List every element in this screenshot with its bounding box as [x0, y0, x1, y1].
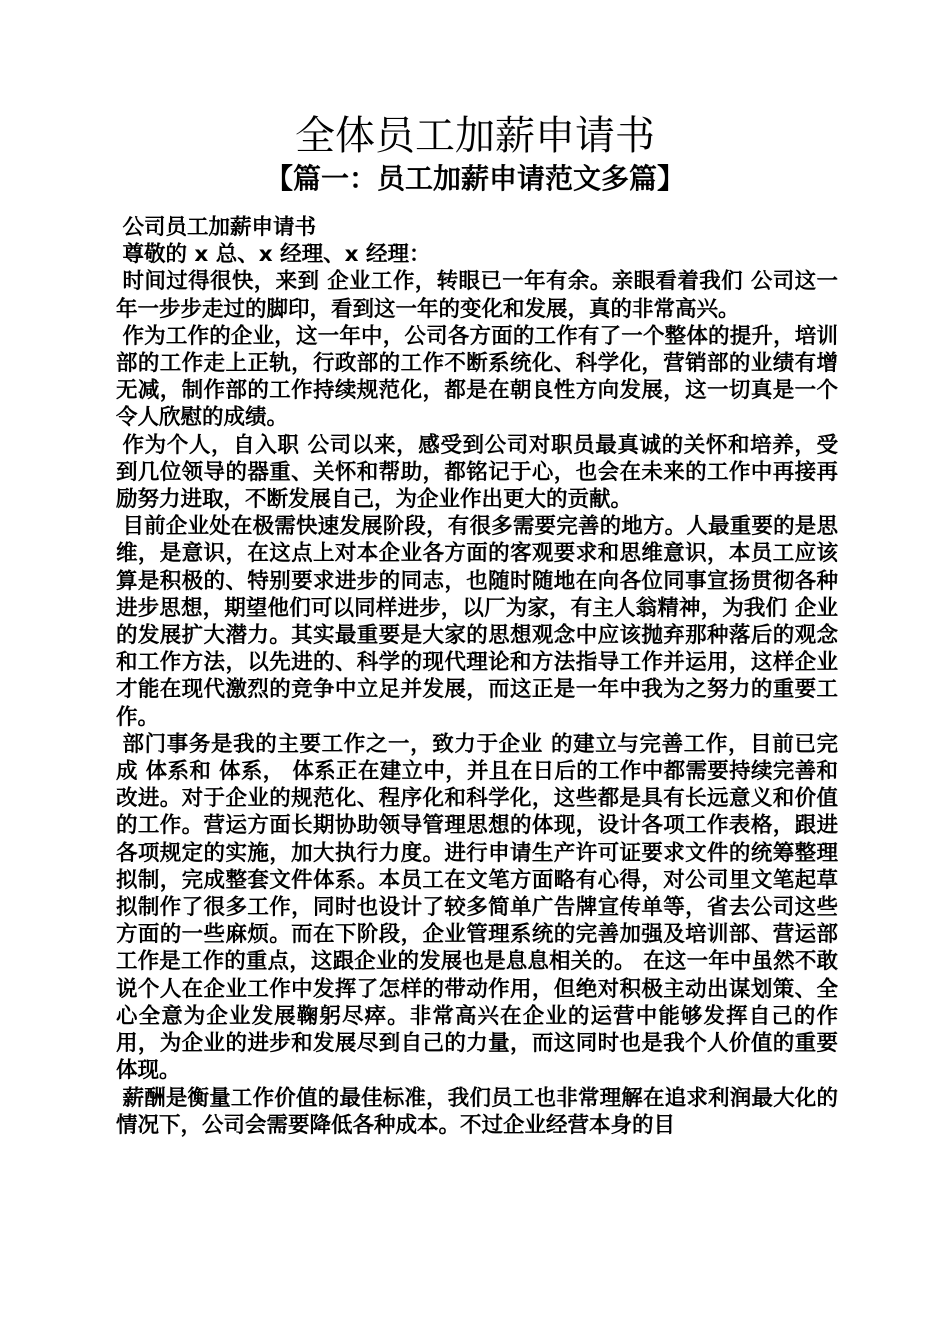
paragraph: 目前企业处在极需快速发展阶段，有很多需要完善的地方。人最重要的是思维，是意识，在这点上对本企业各方面的客观要求和思维意识，本员工应该算是积极的、特别要求进步的同志，也随时随地在向各位同事宣扬贯彻各种进步思想，期望他们可以同样进步，以厂为家，有主人翁精神，为我们 企业的发展扩大潜力。其实最重要是大家的思想观念中应该抛弃那种落后的观念和工作方法，以先进的、科学的现代理论和方法指导工作并运用，这样企业才能在现代激烈的竞争中立足并发展，而这正是一年中我为之努力的重要工作。 — [116, 514, 838, 730]
document-title: 全体员工加薪申请书 — [295, 113, 655, 159]
paragraph: 部门事务是我的主要工作之一，致力于企业 的建立与完善工作，目前已完成 体系和 体系， 体系正在建立中，并且在日后的工作中都需要持续完善和改进。对于企业的规范化、程序化和科学化，这些都是具有长远意义和价值的工作。营运方面长期协助领导管理思想的体现，设计各项工作表格，跟进各项规定的实施，加大执行力度。进行申请生产许可证要求文件的统筹整理拟制，完成整套文件体系。本员工在文笔方面略有心得，对公司里文笔起草拟制作了很多工作，同时也设计了较多简单广告牌宣传单等，省去公司这些方面的一些麻烦。而在下阶段，企业管理系统的完善加强及培训部、营运部工作是工作的重点，这跟企业的发展也是息息相关的。 在这一年中虽然不敢说个人在企业工作中发挥了怎样的带动作用，但绝对积极主动出谋划策、全心全意为企业发展鞠躬尽瘁。非常高兴在企业的运营中能够发挥自己的作用，为企业的进步和发展尽到自己的力量，而这同时也是我个人价值的重要体现。 — [116, 731, 838, 1084]
paragraph: 时间过得很快，来到 企业工作，转眼已一年有余。亲眼看着我们 公司这一年一步步走过的脚印，看到这一年的变化和发展，真的非常高兴。 — [116, 269, 838, 322]
paragraph: 薪酬是衡量工作价值的最佳标准，我们员工也非常理解在追求利润最大化的情况下，公司会需要降低各种成本。不过企业经营本身的目 — [116, 1085, 838, 1138]
document-body — [116, 214, 838, 1139]
paragraph: 作为工作的企业，这一年中，公司各方面的工作有了一个整体的提升，培训部的工作走上正轨，行政部的工作不断系统化、科学化，营销部的业绩有增无减，制作部的工作持续规范化，都是在朝良性方向发展，这一切真是一个令人欣慰的成绩。 — [116, 323, 838, 431]
paragraph: 作为个人，自入职 公司以来，感受到公司对职员最真诚的关怀和培养，受到几位领导的器重、关怀和帮助，都铭记于心，也会在未来的工作中再接再励努力进取，不断发展自己，为企业作出更大的贡献。 — [116, 432, 838, 513]
salutation: 尊敬的 x 总、x 经理、x 经理： — [122, 242, 431, 268]
section-heading: 公司员工加薪申请书 — [122, 215, 316, 240]
document-subtitle: 【篇一：员工加薪申请范文多篇】 — [264, 162, 685, 195]
